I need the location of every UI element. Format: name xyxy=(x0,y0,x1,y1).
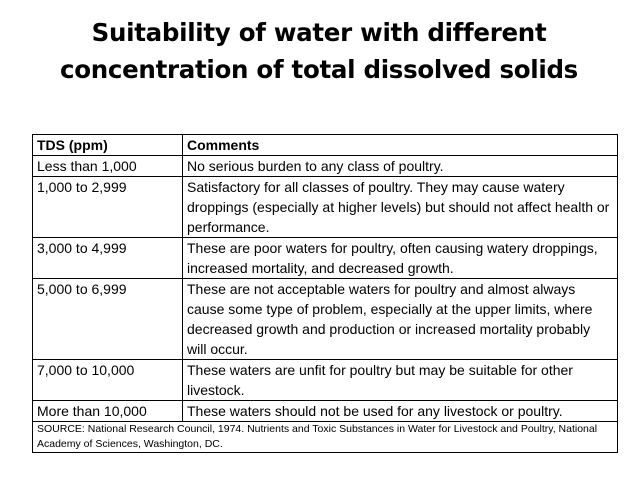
source-note: SOURCE: National Research Council, 1974. Nutrients and Toxic Substances in Water for Livestock and Poultry, National Academy of Sciences, Washington, DC. xyxy=(33,422,618,453)
tds-cell: 7,000 to 10,000 xyxy=(33,360,183,401)
table-row xyxy=(33,279,618,360)
comment-cell: Satisfactory for all classes of poultry. They may cause watery droppings (especially at higher levels) but should not affect health or performance. xyxy=(183,177,618,238)
header-comments: Comments xyxy=(183,135,618,156)
slide-title-line-2: concentration of total dissolved solids xyxy=(60,55,578,84)
table-row xyxy=(33,238,618,279)
comment-cell: These are poor waters for poultry, often causing watery droppings, increased mortality, and decreased growth. xyxy=(183,238,618,279)
tds-cell: 5,000 to 6,999 xyxy=(33,279,183,360)
table-row xyxy=(33,360,618,401)
comment-cell: No serious burden to any class of poultry. xyxy=(183,156,618,177)
tds-cell: 3,000 to 4,999 xyxy=(33,238,183,279)
tds-cell: Less than 1,000 xyxy=(33,156,183,177)
table-row xyxy=(33,401,618,422)
comment-cell: These waters should not be used for any livestock or poultry. xyxy=(183,401,618,422)
table-header-row xyxy=(33,135,618,156)
source-row xyxy=(33,422,618,453)
slide-title-line-1: Suitability of water with different xyxy=(91,18,547,47)
tds-suitability-table xyxy=(32,134,618,453)
tds-cell: More than 10,000 xyxy=(33,401,183,422)
header-tds: TDS (ppm) xyxy=(33,135,183,156)
slide-title xyxy=(0,14,638,88)
comment-cell: These are not acceptable waters for poultry and almost always cause some type of problem, especially at the upper limits, where decreased growth and production or increased mortality probably will occur. xyxy=(183,279,618,360)
comment-cell: These waters are unfit for poultry but may be suitable for other livestock. xyxy=(183,360,618,401)
tds-cell: 1,000 to 2,999 xyxy=(33,177,183,238)
table-row xyxy=(33,156,618,177)
table-row xyxy=(33,177,618,238)
